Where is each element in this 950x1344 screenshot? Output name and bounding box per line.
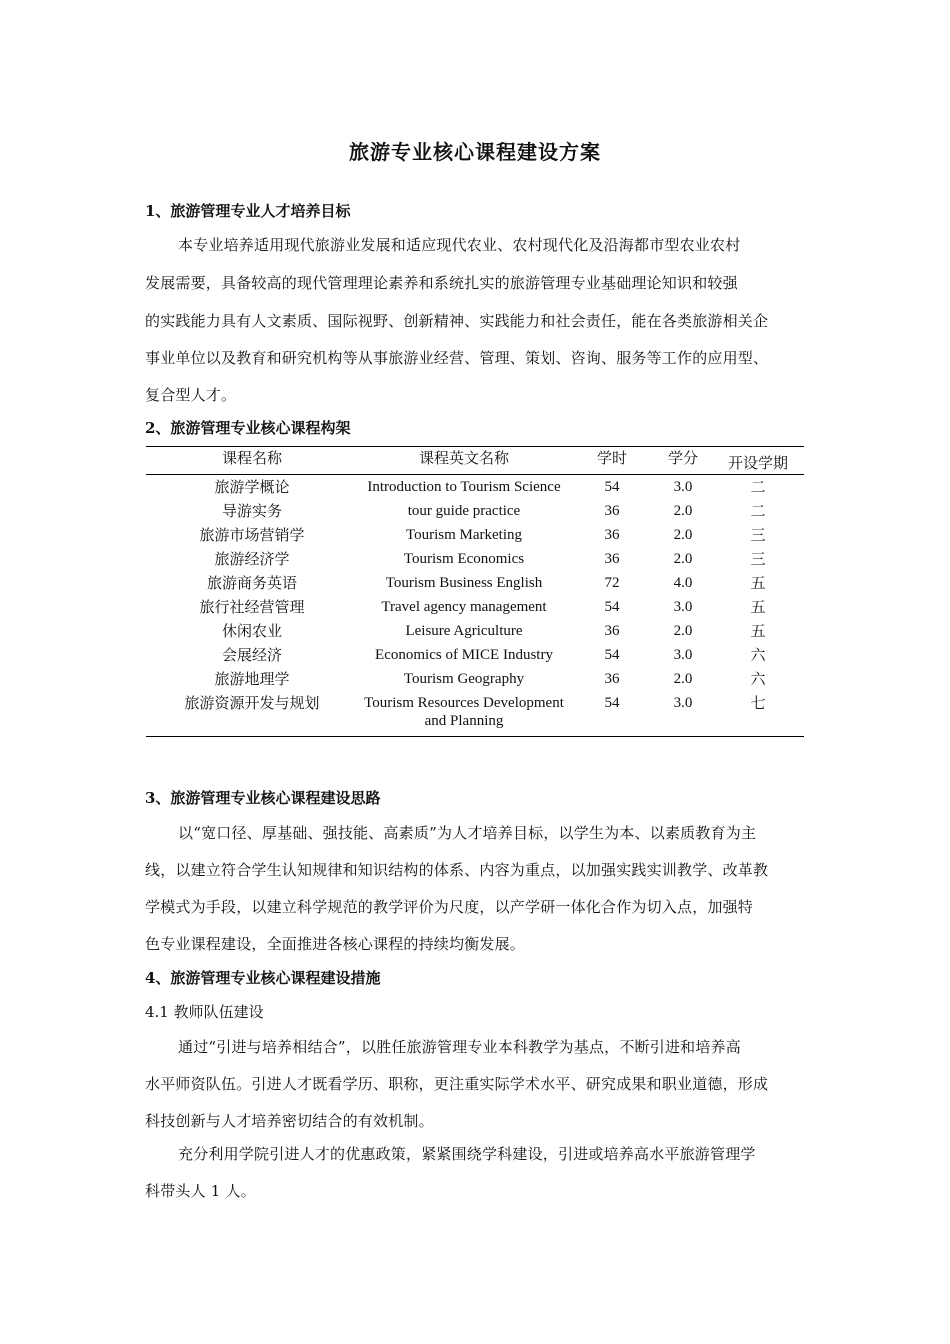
course-name-cell: 会展经济: [221, 646, 282, 664]
section-3-line: 以“宽口径、厚基础、强技能、高素质”为人才培养目标，以学生为本、以素质教育为主: [178, 824, 757, 842]
credits-cell: 2.0: [673, 503, 693, 519]
course-name-cell: 旅行社经营管理: [199, 598, 305, 616]
section-4-heading: 4、旅游管理专业核心课程建设措施: [145, 969, 381, 987]
table-row: [146, 598, 804, 622]
semester-cell: 三: [750, 526, 766, 544]
header-course-name: 课程名称: [146, 447, 358, 475]
table-row: [146, 646, 804, 670]
section-1-line: 事业单位以及教育和研究机构等从事旅游业经营、管理、策划、咨询、服务等工作的应用型、: [145, 349, 769, 367]
header-semester: 开设学期: [712, 447, 804, 475]
course-name-cell: 旅游学概论: [214, 478, 290, 496]
course-english-name-cell: Travel agency management: [381, 599, 547, 615]
section-4-para1-line: 通过“引进与培养相结合”，以胜任旅游管理专业本科教学为基点，不断引进和培养高: [178, 1038, 741, 1056]
credits-cell: 3.0: [654, 694, 712, 737]
credits-cell: 4.0: [673, 575, 693, 591]
section-3-line: 色专业课程建设，全面推进各核心课程的持续均衡发展。: [145, 935, 526, 953]
course-english-name-cell: Leisure Agriculture: [405, 623, 523, 639]
course-name-cell: 休闲农业: [221, 622, 282, 640]
section-4-para2-line: 科带头人 1 人。: [145, 1182, 256, 1200]
hours-cell: 54: [604, 479, 620, 495]
semester-cell: 五: [750, 598, 766, 616]
section-1-line: 发展需要，具备较高的现代管理理论素养和系统扎实的旅游管理专业基础理论知识和较强: [145, 274, 738, 292]
header-hours: 学时: [570, 447, 654, 475]
section-2-heading: 2、旅游管理专业核心课程构架: [145, 419, 351, 437]
course-english-name-cell: tour guide practice: [407, 503, 521, 519]
credits-cell: 3.0: [673, 599, 693, 615]
table-body: [146, 475, 804, 737]
hours-cell: 54: [570, 694, 654, 737]
table-row: [146, 502, 804, 526]
credits-cell: 2.0: [673, 551, 693, 567]
credits-cell: 2.0: [673, 623, 693, 639]
credits-cell: 2.0: [673, 671, 693, 687]
hours-cell: 36: [604, 623, 620, 639]
credits-cell: 2.0: [673, 527, 693, 543]
section-4-para1-line: 科技创新与人才培养密切结合的有效机制。: [145, 1112, 434, 1130]
header-credits: 学分: [654, 447, 712, 475]
section-4-para2-line: 充分利用学院引进人才的优惠政策，紧紧围绕学科建设，引进或培养高水平旅游管理学: [178, 1145, 756, 1163]
credits-cell: 3.0: [673, 479, 693, 495]
course-english-name-cell: Tourism Economics: [403, 551, 525, 567]
section-3-line: 学模式为手段，以建立科学规范的教学评价为尺度，以产学研一体化合作为切入点，加强特: [145, 898, 754, 916]
semester-cell: 二: [750, 502, 766, 520]
header-course-english-name: 课程英文名称: [358, 447, 570, 475]
semester-cell: 五: [750, 574, 766, 592]
course-english-name-cell: Introduction to Tourism Science: [367, 479, 561, 495]
course-name-cell: 旅游经济学: [214, 550, 290, 568]
course-name-cell: 旅游资源开发与规划: [146, 694, 358, 737]
course-name-cell: 旅游地理学: [214, 670, 290, 688]
course-english-name-cell: Tourism Geography: [403, 671, 525, 687]
semester-cell: 六: [750, 646, 766, 664]
hours-cell: 36: [604, 671, 620, 687]
course-name-cell: 导游实务: [221, 502, 282, 520]
semester-cell: 七: [712, 694, 804, 737]
hours-cell: 36: [604, 551, 620, 567]
section-3-line: 线，以建立符合学生认知规律和知识结构的体系、内容为重点，以加强实践实训教学、改革教: [145, 861, 769, 879]
course-english-name-cell: Tourism Marketing: [405, 527, 522, 543]
section-1-line: 的实践能力具有人文素质、国际视野、创新精神、实践能力和社会责任，能在各类旅游相关企: [145, 312, 769, 330]
course-name-cell: 旅游市场营销学: [199, 526, 305, 544]
credits-cell: 3.0: [673, 647, 693, 663]
section-4-para1-line: 水平师资队伍。引进人才既看学历、职称，更注重实际学术水平、研究成果和职业道德，形成: [145, 1075, 769, 1093]
subsection-4-1-heading: 4.1 教师队伍建设: [145, 1003, 264, 1021]
page-title: 旅游专业核心课程建设方案: [349, 140, 601, 164]
semester-cell: 五: [750, 622, 766, 640]
table-row: [146, 574, 804, 598]
semester-cell: 六: [750, 670, 766, 688]
course-english-name-cell: Tourism Resources Development and Planning: [358, 694, 570, 737]
hours-cell: 72: [604, 575, 620, 591]
course-english-name-cell: Economics of MICE Industry: [375, 647, 553, 663]
table-row: [146, 694, 804, 737]
course-name-cell: 旅游商务英语: [206, 574, 297, 592]
section-1-heading: 1、旅游管理专业人才培养目标: [145, 202, 351, 220]
table-header-row: [146, 447, 804, 475]
table-row: [146, 475, 804, 503]
semester-cell: 三: [750, 550, 766, 568]
course-english-name-cell: Tourism Business English: [385, 575, 543, 591]
hours-cell: 54: [604, 599, 620, 615]
hours-cell: 36: [604, 503, 620, 519]
section-1-line: 本专业培养适用现代旅游业发展和适应现代农业、农村现代化及沿海都市型农业农村: [178, 236, 741, 254]
table-row: [146, 550, 804, 574]
semester-cell: 二: [750, 478, 766, 496]
table-row: [146, 622, 804, 646]
course-table: [146, 446, 804, 737]
table-row: [146, 670, 804, 694]
section-1-line: 复合型人才。: [145, 386, 237, 404]
hours-cell: 54: [604, 647, 620, 663]
section-3-heading: 3、旅游管理专业核心课程建设思路: [145, 789, 381, 807]
hours-cell: 36: [604, 527, 620, 543]
table-row: [146, 526, 804, 550]
